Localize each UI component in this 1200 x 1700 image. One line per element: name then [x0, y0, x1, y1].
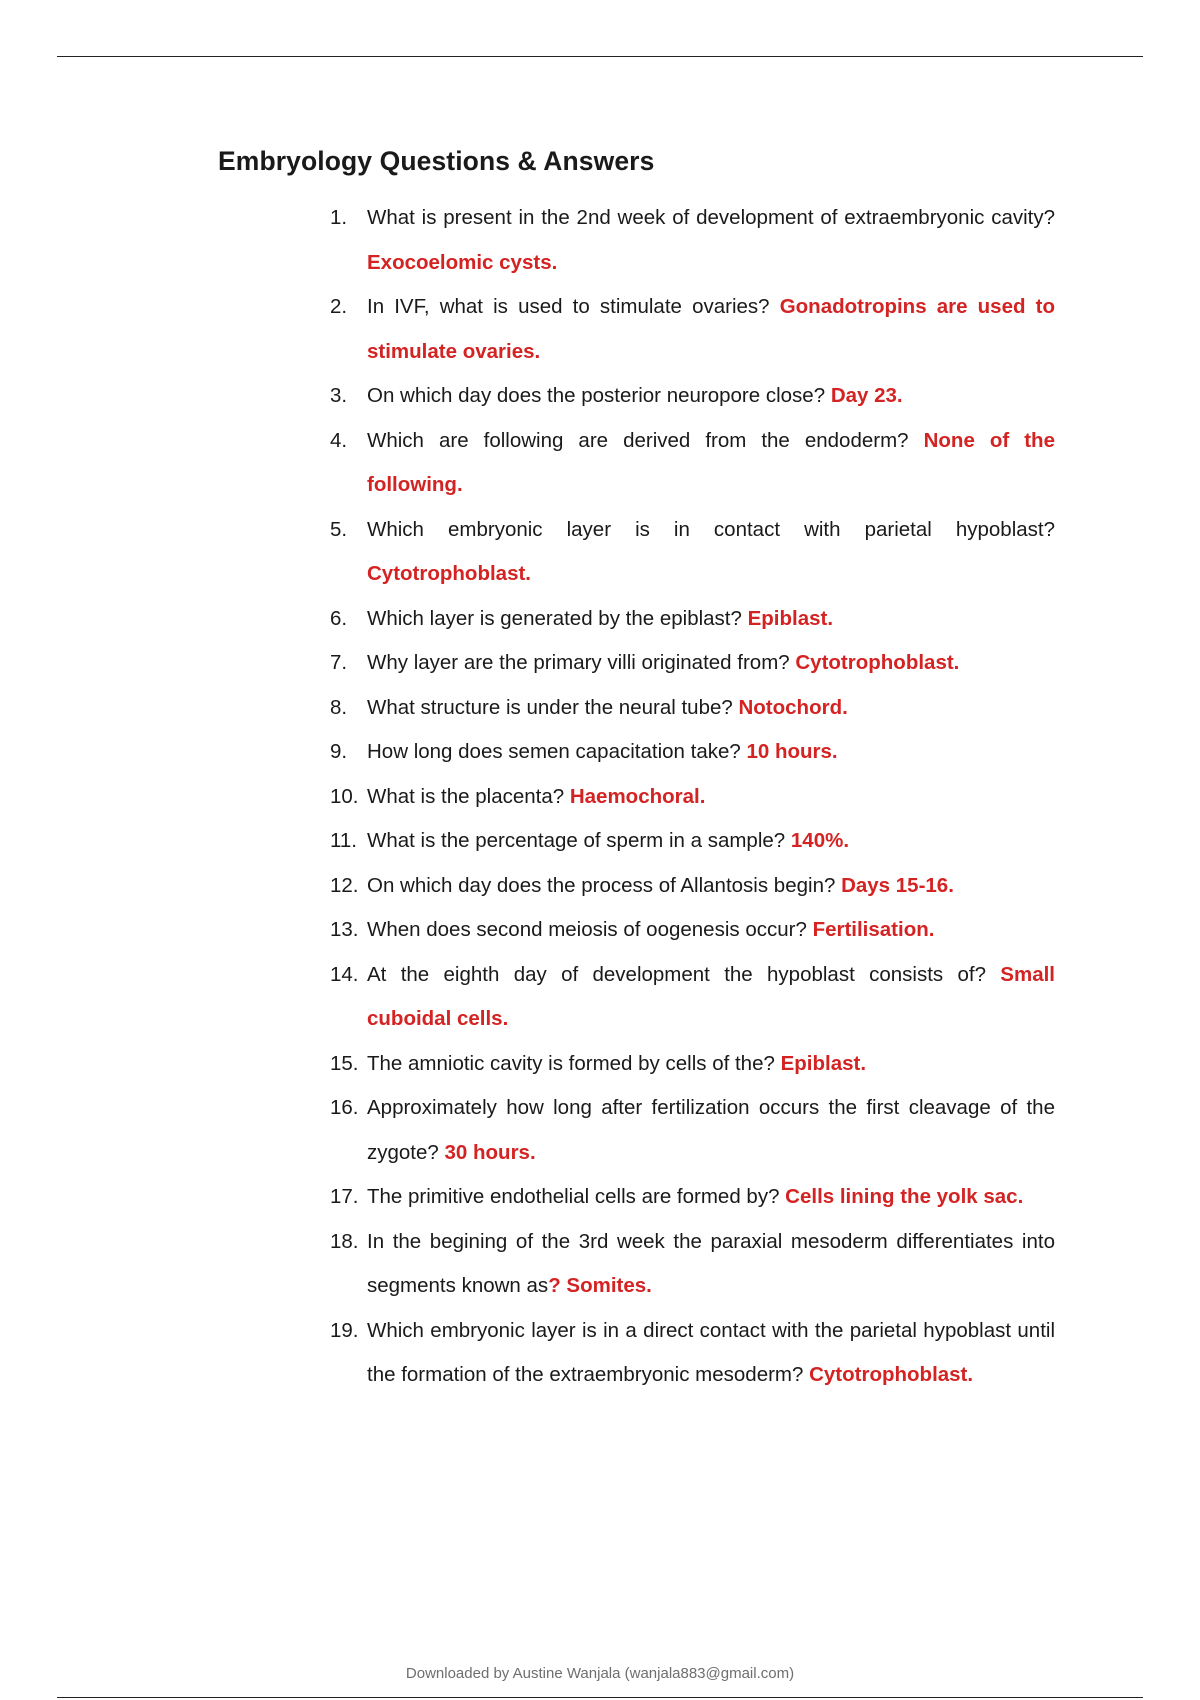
question-text: The primitive endothelial cells are formed by?	[367, 1185, 786, 1208]
qa-item	[330, 953, 1055, 1042]
answer-text: Gonadotropins are used to stimulate ovaries.	[367, 295, 1055, 363]
question-text: Which embryonic layer is in a direct contact with the parietal hypoblast until the formation of the extraembryonic mesoderm?	[367, 1318, 1055, 1386]
qa-item	[330, 864, 1055, 909]
answer-text: Exocoelomic cysts.	[367, 250, 558, 274]
answer-text: Notochord.	[738, 695, 848, 719]
question-text: On which day does the posterior neuropore close?	[367, 384, 831, 407]
qa-item	[330, 1309, 1055, 1398]
item-number: 2.	[330, 295, 348, 318]
item-number: 16.	[330, 1096, 359, 1119]
qa-item	[330, 508, 1055, 597]
item-number: 5.	[330, 517, 348, 541]
question-text: Why layer are the primary villi originated from?	[367, 651, 796, 674]
qa-item	[330, 730, 1055, 775]
item-number: 14.	[330, 962, 359, 986]
question-text: When does second meiosis of oogenesis occur?	[367, 918, 813, 941]
answer-text: Fertilisation.	[812, 918, 935, 941]
item-number: 12.	[330, 873, 359, 897]
qa-item	[330, 1042, 1055, 1087]
item-number: 15.	[330, 1051, 359, 1075]
answer-text: 30 hours.	[444, 1140, 536, 1164]
answer-text: Cytotrophoblast.	[795, 651, 960, 674]
answer-text: ? Somites.	[548, 1274, 652, 1297]
item-number: 10.	[330, 784, 359, 808]
item-number: 8.	[330, 695, 348, 719]
question-text: What is the percentage of sperm in a sample?	[367, 829, 791, 852]
qa-item	[330, 374, 1055, 419]
question-text: At the eighth day of development the hypoblast consists of?	[367, 962, 1001, 986]
qa-item	[330, 1220, 1055, 1309]
answer-text: Epiblast.	[780, 1051, 867, 1075]
footer-rule	[57, 1697, 1143, 1698]
item-number: 9.	[330, 740, 348, 763]
item-number: 1.	[330, 206, 348, 229]
item-number: 7.	[330, 651, 348, 674]
item-number: 18.	[330, 1229, 359, 1253]
item-number: 11.	[330, 829, 357, 852]
qa-list	[330, 196, 1055, 1398]
qa-item	[330, 686, 1055, 731]
answer-text: Cytotrophoblast.	[809, 1363, 974, 1386]
question-text: What is present in the 2nd week of development of extraembryonic cavity?	[367, 206, 1055, 229]
answer-text: Cells lining the yolk sac.	[785, 1185, 1024, 1208]
item-number: 13.	[330, 918, 359, 941]
answer-text: 140%.	[790, 829, 850, 852]
qa-item	[330, 641, 1055, 686]
question-text: In IVF, what is used to stimulate ovaries?	[367, 295, 780, 318]
answer-text: None of the following.	[367, 428, 1055, 496]
question-text: What is the placenta?	[367, 784, 570, 808]
question-text: Which embryonic layer is in contact with parietal hypoblast?	[367, 517, 1055, 541]
qa-item	[330, 1175, 1055, 1220]
item-number: 3.	[330, 384, 348, 407]
answer-text: Day 23.	[830, 384, 903, 407]
item-number: 6.	[330, 606, 348, 630]
question-text: The amniotic cavity is formed by cells of the?	[367, 1051, 781, 1075]
qa-item	[330, 597, 1055, 642]
qa-item	[330, 196, 1055, 285]
question-text: Approximately how long after fertilization occurs the first cleavage of the zygote?	[367, 1096, 1055, 1164]
question-text: How long does semen capacitation take?	[367, 740, 747, 763]
qa-item	[330, 419, 1055, 508]
item-number: 19.	[330, 1318, 359, 1342]
answer-text: 10 hours.	[746, 740, 838, 763]
answer-text: Haemochoral.	[569, 784, 706, 808]
item-number: 17.	[330, 1185, 359, 1208]
answer-text: Days 15-16.	[841, 873, 954, 897]
question-text: Which are following are derived from the endoderm?	[367, 428, 924, 452]
answer-text: Cytotrophoblast.	[367, 562, 531, 585]
item-number: 4.	[330, 428, 348, 452]
question-text: In the begining of the 3rd week the paraxial mesoderm differentiates into segments known as	[367, 1229, 1055, 1297]
answer-text: Epiblast.	[747, 606, 834, 630]
question-text: On which day does the process of Allantosis begin?	[367, 873, 842, 897]
question-text: Which layer is generated by the epiblast?	[367, 606, 748, 630]
answer-text: Small cuboidal cells.	[367, 962, 1055, 1030]
download-footer: Downloaded by Austine Wanjala (wanjala883@gmail.com)	[405, 1665, 795, 1682]
qa-item	[330, 1086, 1055, 1175]
qa-item	[330, 908, 1055, 953]
question-text: What structure is under the neural tube?	[367, 695, 739, 719]
qa-item	[330, 285, 1055, 374]
qa-item	[330, 819, 1055, 864]
header-rule	[57, 56, 1143, 57]
qa-item	[330, 775, 1055, 820]
document-title: Embryology Questions & Answers	[218, 146, 655, 176]
